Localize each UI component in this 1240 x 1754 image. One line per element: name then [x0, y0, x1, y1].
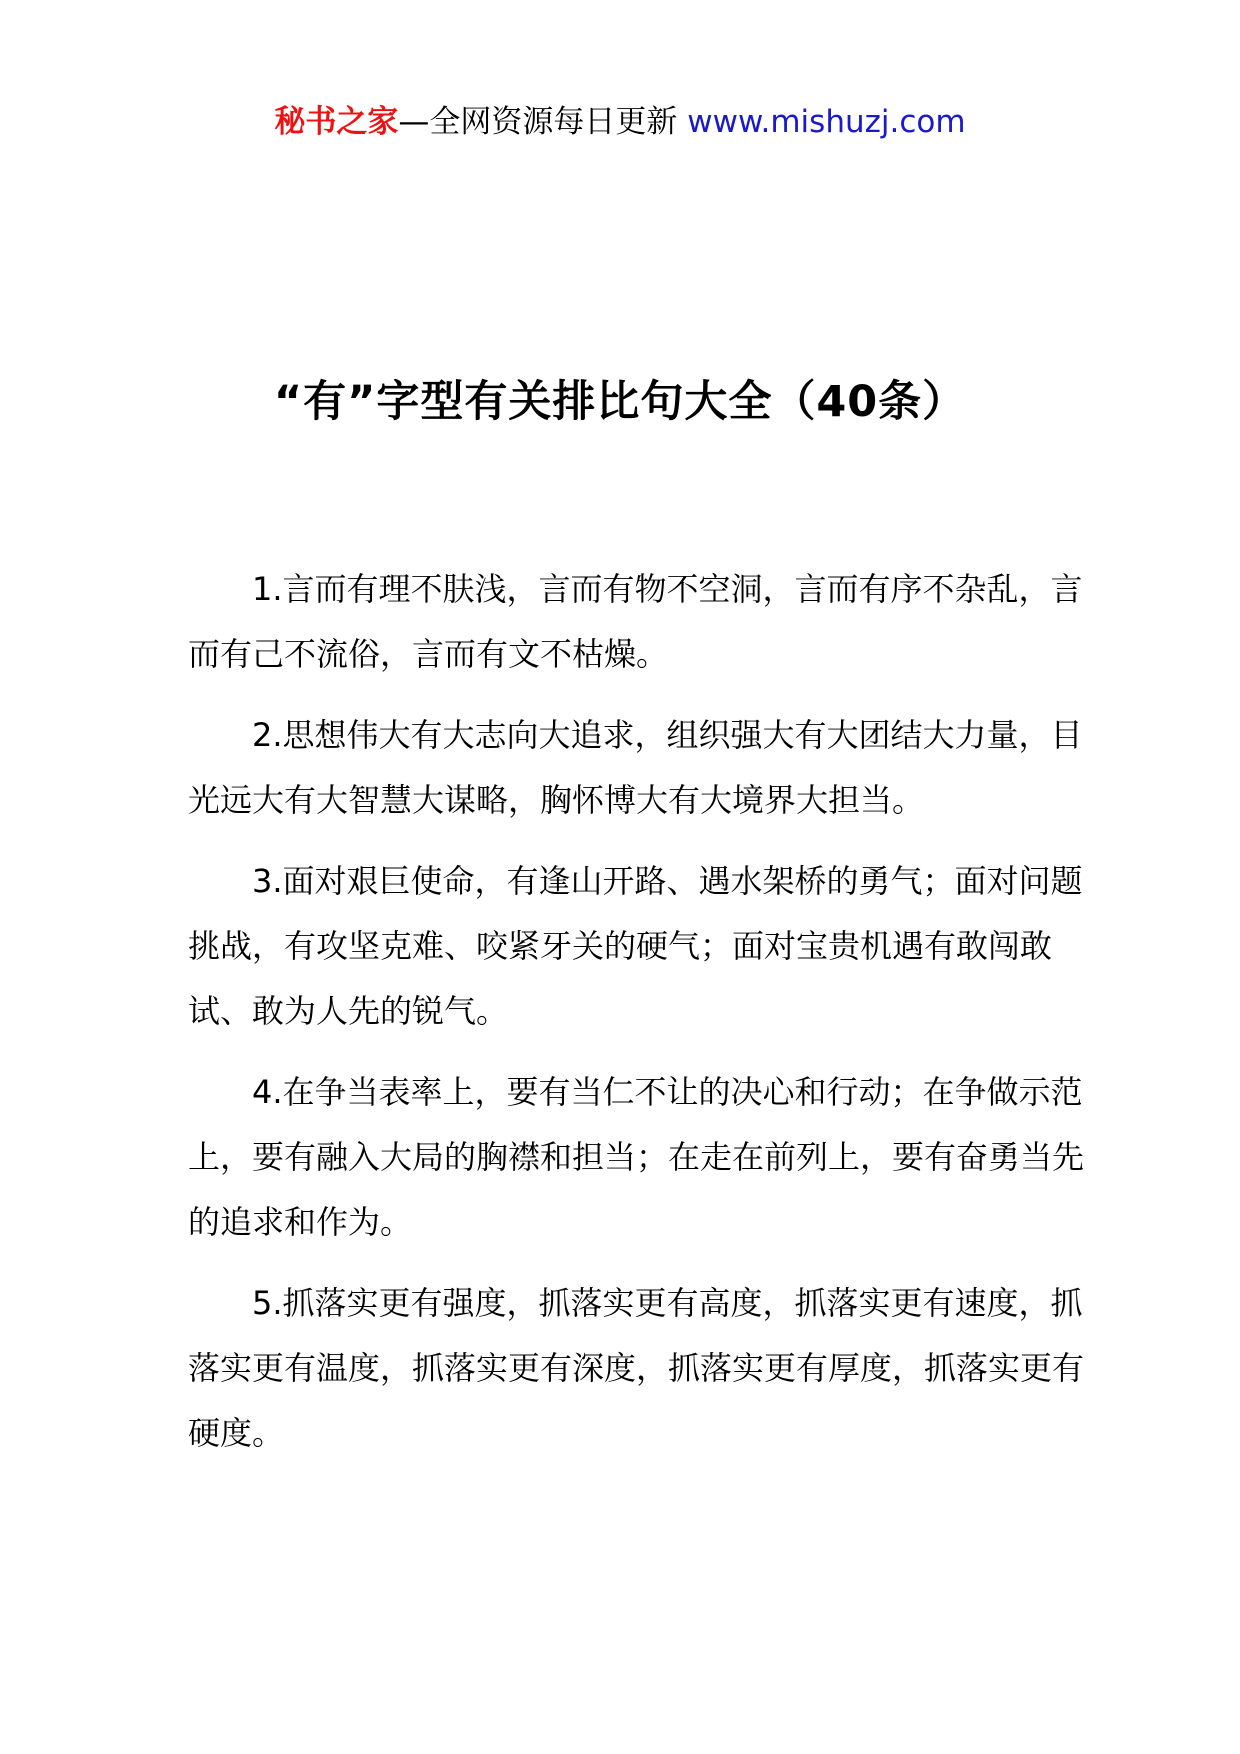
site-tagline: —全网资源每日更新 — [398, 104, 688, 140]
paragraph-3: 3.面对艰巨使命，有逢山开路、遇水架桥的勇气；面对问题挑战，有攻坚克难、咬紧牙关的硬气；面对宝贵机遇有敢闯敢试、敢为人先的锐气。 — [188, 862, 1083, 1030]
site-brand: 秘书之家 — [274, 104, 399, 140]
site-url-link[interactable]: www.mishuzj.com — [687, 104, 966, 140]
paragraph-4: 4.在争当表率上，要有当仁不让的决心和行动；在争做示范上，要有融入大局的胸襟和担当；在走在前列上，要有奋勇当先的追求和作为。 — [188, 1073, 1085, 1241]
document-title: “有”字型有关排比句大全（40条） — [273, 377, 967, 427]
site-header — [0, 100, 1240, 144]
paragraph-2: 2.思想伟大有大志向大追求，组织强大有大团结大力量，目光远大有大智慧大谋略，胸怀博大有大境界大担当。 — [188, 716, 1083, 819]
paragraph-1: 1.言而有理不肤浅，言而有物不空洞，言而有序不杂乱，言而有己不流俗，言而有文不枯燥。 — [188, 570, 1083, 673]
document-body — [188, 557, 1088, 1482]
paragraph-5: 5.抓落实更有强度，抓落实更有高度，抓落实更有速度，抓落实更有温度，抓落实更有深度，抓落实更有厚度，抓落实更有硬度。 — [188, 1284, 1085, 1452]
